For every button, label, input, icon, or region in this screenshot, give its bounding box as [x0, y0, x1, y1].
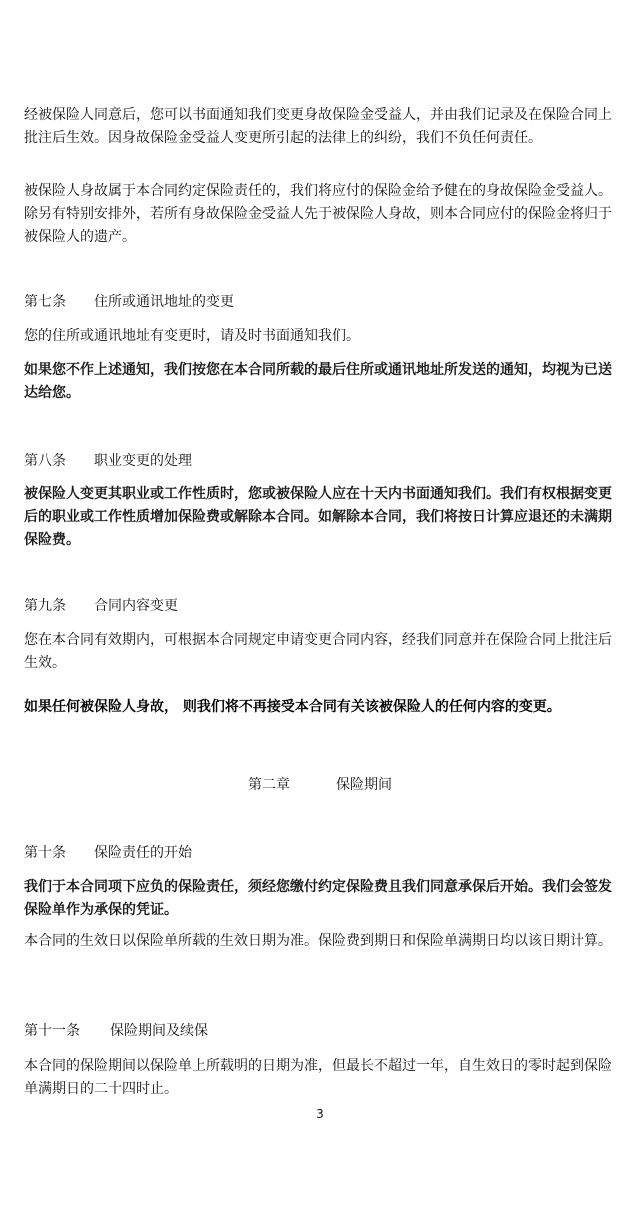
article-9-heading: [24, 596, 178, 616]
article-11-heading: [24, 1021, 208, 1041]
article-9-number: 第九条: [24, 598, 66, 614]
article-10-title: 保险责任的开始: [94, 845, 192, 861]
article-10-paragraph-2: 本合同的生效日以保险单所载的生效日期为准。保险费到期日和保险单满期日均以该日期计算。: [24, 933, 612, 949]
article-7-heading: [24, 292, 234, 312]
article-7-paragraph-1: 您的住所或通讯地址有变更时，请及时书面通知我们。: [24, 328, 360, 344]
chapter-2-heading: [0, 775, 640, 795]
article-7-title: 住所或通讯地址的变更: [94, 294, 234, 310]
chapter-title: 保险期间: [336, 777, 392, 793]
article-8-heading: [24, 451, 192, 471]
page-number: 3: [316, 1107, 324, 1121]
death-benefit-paragraph: 被保险人身故属于本合同约定保险责任的，我们将应付的保险金给予健在的身故保险金受益人。除另有特别安排外，若所有身故保险金受益人先于被保险人身故，则本合同应付的保险金将归于被保险人的遗产。: [24, 183, 612, 245]
article-11-title: 保险期间及续保: [110, 1023, 208, 1039]
article-8-number: 第八条: [24, 453, 66, 469]
article-8-title: 职业变更的处理: [94, 453, 192, 469]
article-9-paragraph-2: 如果任何被保险人身故， 则我们将不再接受本合同有关该被保险人的任何内容的变更。: [24, 699, 561, 715]
article-10-paragraph-1: 我们于本合同项下应负的保险责任，须经您缴付约定保险费且我们同意承保后开始。我们会签发保险单作为承保的凭证。: [24, 879, 612, 918]
article-11-paragraph-1: 本合同的保险期间以保险单上所载明的日期为准，但最长不超过一年，自生效日的零时起到保险单满期日的二十四时止。: [24, 1058, 612, 1097]
article-11-number: 第十一条: [24, 1023, 80, 1039]
article-8-paragraph-1: 被保险人变更其职业或工作性质时，您或被保险人应在十天内书面通知我们。我们有权根据变更后的职业或工作性质增加保险费或解除本合同。如解除本合同，我们将按日计算应退还的未满期保险费。: [24, 486, 612, 548]
article-9-paragraph-1: 您在本合同有效期内，可根据本合同规定申请变更合同内容，经我们同意并在保险合同上批注后生效。: [24, 632, 612, 671]
article-10-heading: [24, 843, 192, 863]
article-9-title: 合同内容变更: [94, 598, 178, 614]
chapter-number: 第二章: [248, 777, 290, 793]
article-7-paragraph-2: 如果您不作上述通知，我们按您在本合同所载的最后住所或通讯地址所发送的通知，均视为已送达给您。: [24, 362, 612, 401]
article-7-number: 第七条: [24, 294, 66, 310]
beneficiary-change-paragraph: 经被保险人同意后，您可以书面通知我们变更身故保险金受益人，并由我们记录及在保险合同上批注后生效。因身故保险金受益人变更所引起的法律上的纠纷，我们不负任何责任。: [24, 107, 612, 146]
article-10-number: 第十条: [24, 845, 66, 861]
